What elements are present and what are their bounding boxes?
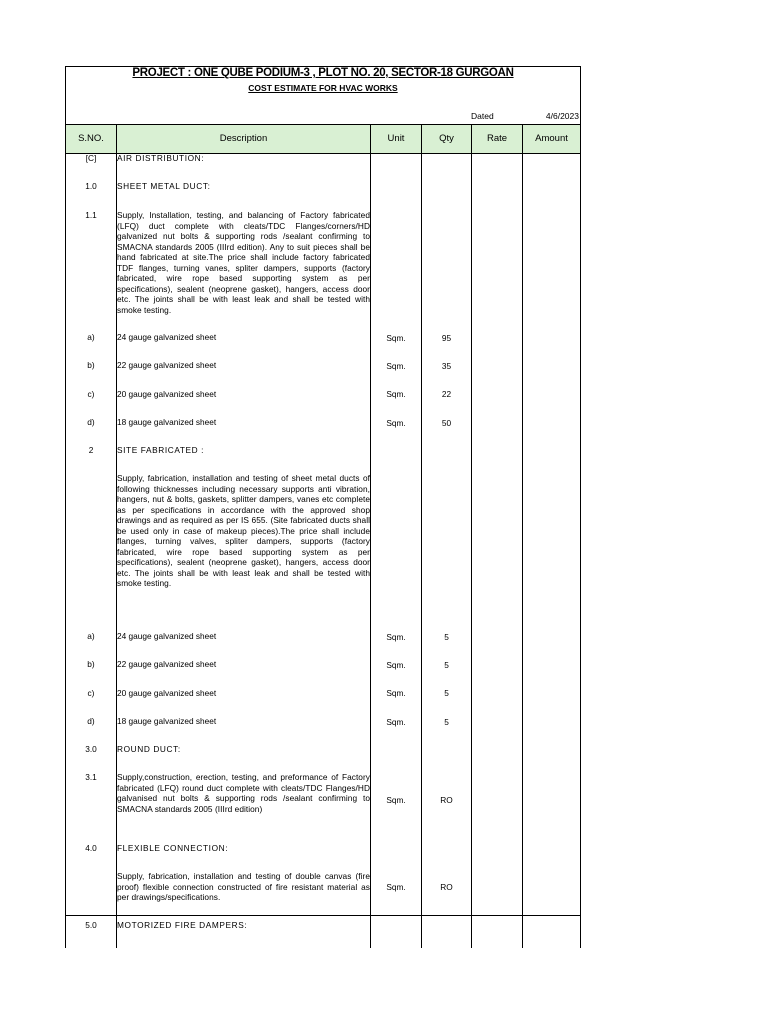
column-divider bbox=[370, 124, 371, 948]
row-unit: Sqm. bbox=[386, 660, 406, 670]
row-description: SITE FABRICATED : bbox=[117, 445, 205, 455]
col-header-amount: Amount bbox=[535, 133, 568, 144]
row-sno: c) bbox=[87, 688, 95, 698]
row-description: Supply, Installation, testing, and balancing of Factory fabricated (LFQ) duct complete with cleats/TDC Flanges/corners/HD galvanized nut bolts & supporting rods /sealant confirming to SMACNA standards 2005 (IIIrd edition). Any to suit pieces shall be hand fabricated at site.The price shall include factory fabricated TDF flanges, turning vanes, spliter dampers, supports (factory fabricated, wire rope based supporting system as per specifications), sealent (neoprene gasket), hangers, access door etc. The joints shall be with least leak and shall be tested with smoke testing. bbox=[117, 210, 370, 315]
row-qty: 5 bbox=[444, 688, 449, 698]
row-description: ROUND DUCT: bbox=[117, 744, 181, 754]
row-sno: 1.1 bbox=[85, 210, 97, 220]
col-header-description: Description bbox=[219, 133, 268, 144]
column-divider bbox=[421, 124, 422, 948]
row-sno: b) bbox=[87, 659, 95, 669]
row-unit: Sqm. bbox=[386, 418, 406, 428]
row-qty: 5 bbox=[444, 632, 449, 642]
row-description: 22 gauge galvanized sheet bbox=[117, 659, 217, 669]
row-description: AIR DISTRIBUTION: bbox=[117, 153, 205, 163]
row-qty: RO bbox=[440, 795, 453, 805]
col-header-unit: Unit bbox=[387, 133, 405, 144]
col-header-qty: Qty bbox=[439, 133, 454, 144]
row-qty: 35 bbox=[441, 361, 452, 371]
row-description: 22 gauge galvanized sheet bbox=[117, 360, 217, 370]
row-sno: 5.0 bbox=[85, 920, 97, 930]
row-description: MOTORIZED FIRE DAMPERS: bbox=[117, 920, 248, 930]
project-title: PROJECT : ONE QUBE PODIUM-3 , PLOT NO. 20, SECTOR-18 GURGOAN bbox=[132, 67, 514, 79]
row-sno: 2 bbox=[88, 445, 94, 455]
table-header bbox=[66, 124, 580, 154]
row-unit: Sqm. bbox=[386, 688, 406, 698]
row-description: 18 gauge galvanized sheet bbox=[117, 716, 217, 726]
col-header-rate: Rate bbox=[486, 133, 508, 144]
row-qty: RO bbox=[440, 882, 453, 892]
dated-label: Dated bbox=[471, 111, 494, 121]
row-qty: 22 bbox=[441, 389, 452, 399]
row-description: Supply, fabrication, installation and testing of double canvas (fire proof) flexible connection constructed of fire resistant material as per drawings/specifications. bbox=[117, 871, 370, 902]
row-sno: 3.0 bbox=[85, 744, 97, 754]
row-description: 20 gauge galvanized sheet bbox=[117, 688, 217, 698]
row-sno: a) bbox=[87, 332, 95, 342]
row-description: Supply, fabrication, installation and testing of sheet metal ducts of following thicknesses including necessary supports anti vibration, hangers, nut & bolts, gaskets, splitter dampers, vanes etc complete as per specifications in accordance with the approved shop drawings and as required as per IS 655. (Site fabricated ducts shall be used only in case of makeup pieces).The price shall include flanges, turning valves, spliter dampers, supports (factory fabricated, wire rope based supporting system as per specifications), sealent (neoprene gasket), hangers, access door etc. The joints shall be with least leak and shall be tested with smoke testing. bbox=[117, 473, 370, 588]
estimate-subtitle: COST ESTIMATE FOR HVAC WORKS bbox=[248, 83, 398, 93]
row-sno: b) bbox=[87, 360, 95, 370]
col-header-sno: S.NO. bbox=[78, 133, 104, 144]
row-unit: Sqm. bbox=[386, 333, 406, 343]
row-unit: Sqm. bbox=[386, 361, 406, 371]
section-divider bbox=[66, 915, 580, 916]
row-description: FLEXIBLE CONNECTION: bbox=[117, 843, 229, 853]
row-description: Supply,construction, erection, testing, and preformance of Factory fabricated (LFQ) round duct complete with cleats/TDC Flanges/HD galvanised nut bolts & supporting rods /sealant confirming to SMACNA standards 2005 (IIIrd edition) bbox=[117, 772, 370, 814]
row-qty: 5 bbox=[444, 717, 449, 727]
row-unit: Sqm. bbox=[386, 389, 406, 399]
row-qty: 95 bbox=[441, 333, 452, 343]
estimate-sheet bbox=[65, 66, 581, 948]
row-sno: c) bbox=[87, 389, 95, 399]
column-divider bbox=[522, 124, 523, 948]
row-unit: Sqm. bbox=[386, 882, 406, 892]
row-description: 20 gauge galvanized sheet bbox=[117, 389, 217, 399]
row-description: 18 gauge galvanized sheet bbox=[117, 417, 217, 427]
row-sno: 1.0 bbox=[85, 181, 97, 191]
row-description: 24 gauge galvanized sheet bbox=[117, 332, 217, 342]
row-sno: 4.0 bbox=[85, 843, 97, 853]
row-sno: 3.1 bbox=[85, 772, 97, 782]
row-sno: a) bbox=[87, 631, 95, 641]
row-unit: Sqm. bbox=[386, 795, 406, 805]
column-divider bbox=[471, 124, 472, 948]
row-sno: d) bbox=[87, 716, 95, 726]
dated-value: 4/6/2023 bbox=[545, 111, 579, 121]
row-unit: Sqm. bbox=[386, 632, 406, 642]
row-description: 24 gauge galvanized sheet bbox=[117, 631, 217, 641]
row-sno: [C] bbox=[85, 153, 97, 163]
row-qty: 50 bbox=[441, 418, 452, 428]
row-sno: d) bbox=[87, 417, 95, 427]
row-description: SHEET METAL DUCT: bbox=[117, 181, 211, 191]
row-qty: 5 bbox=[444, 660, 449, 670]
row-unit: Sqm. bbox=[386, 717, 406, 727]
